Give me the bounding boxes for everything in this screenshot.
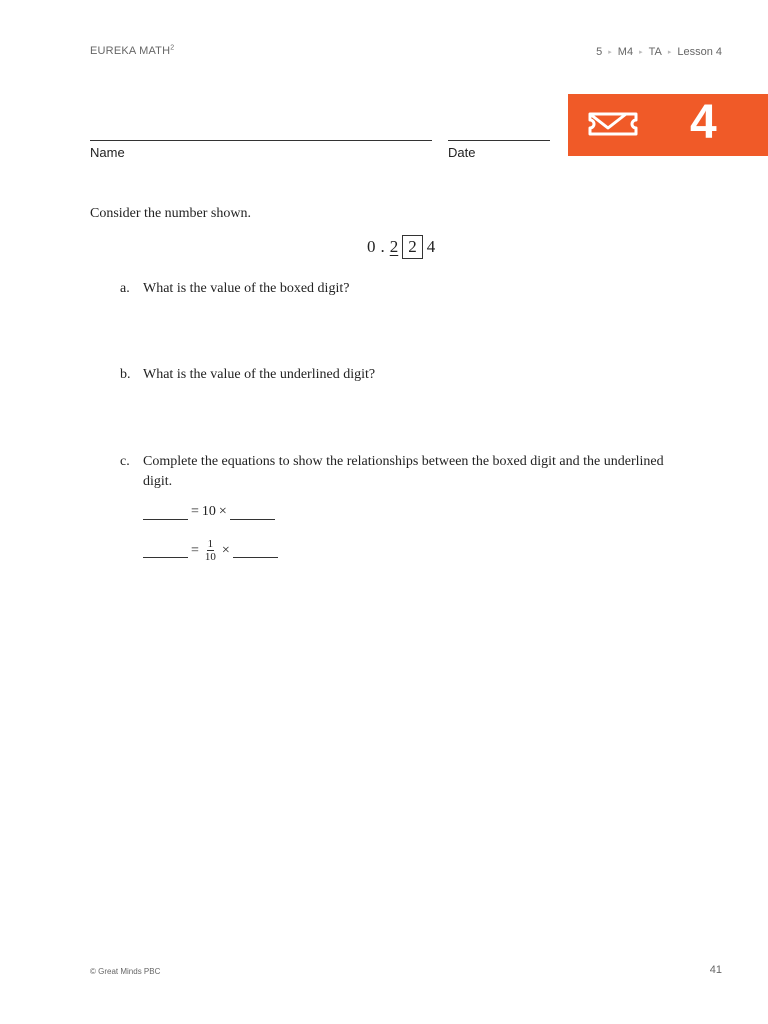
decimal-number — [367, 235, 435, 259]
fraction-denominator: 10 — [204, 551, 216, 563]
date-field-line[interactable] — [448, 140, 550, 141]
intro-text: Consider the number shown. — [90, 206, 251, 221]
question-text: What is the value of the underlined digit? — [143, 367, 376, 382]
equals-sign: = — [191, 542, 199, 558]
page-number: 41 — [709, 964, 722, 976]
breadcrumb-separator-icon: ▸ — [667, 49, 672, 56]
times-sign: × — [218, 504, 227, 519]
answer-blank[interactable] — [143, 505, 188, 520]
breadcrumb-separator-icon: ▸ — [639, 49, 643, 56]
question-letter: a. — [120, 281, 130, 296]
fraction-one-tenth — [205, 538, 216, 563]
breadcrumb-lesson: Lesson 4 — [677, 46, 722, 58]
boxed-digit: 2 — [402, 235, 423, 259]
equation-2 — [143, 538, 278, 563]
exit-ticket-icon — [586, 108, 640, 140]
underlined-digit: 2 — [389, 237, 399, 256]
equation-1 — [143, 504, 275, 520]
equals-sign: = — [191, 504, 199, 519]
name-field-line[interactable] — [90, 140, 432, 141]
question-text: What is the value of the boxed digit? — [143, 281, 350, 296]
lesson-badge — [568, 94, 768, 156]
number-ones-digit: 0 — [367, 237, 376, 256]
breadcrumb-topic: TA — [648, 46, 662, 58]
copyright: © Great Minds PBC — [90, 967, 161, 976]
lesson-number: 4 — [690, 96, 717, 149]
times-sign: × — [221, 542, 230, 558]
fraction-numerator: 1 — [207, 538, 214, 550]
number-thousandths-digit: 4 — [426, 237, 436, 256]
breadcrumb-separator-icon: ▸ — [608, 49, 612, 56]
question-letter: b. — [120, 367, 131, 382]
breadcrumb — [596, 46, 722, 58]
answer-blank[interactable] — [233, 543, 278, 558]
date-label: Date — [448, 145, 476, 160]
decimal-point: . — [380, 237, 385, 256]
breadcrumb-grade: 5 — [596, 46, 603, 58]
answer-blank[interactable] — [230, 505, 275, 520]
answer-blank[interactable] — [143, 543, 188, 558]
question-letter: c. — [120, 454, 130, 469]
name-label: Name — [90, 145, 125, 160]
brand-title: EUREKA MATH$^2$ — [90, 44, 175, 57]
question-text: Complete the equations to show the relationships between the boxed digit and the underlined digit. — [143, 454, 664, 489]
breadcrumb-module: M4 — [617, 46, 634, 58]
equation-factor: 10 — [201, 504, 216, 519]
